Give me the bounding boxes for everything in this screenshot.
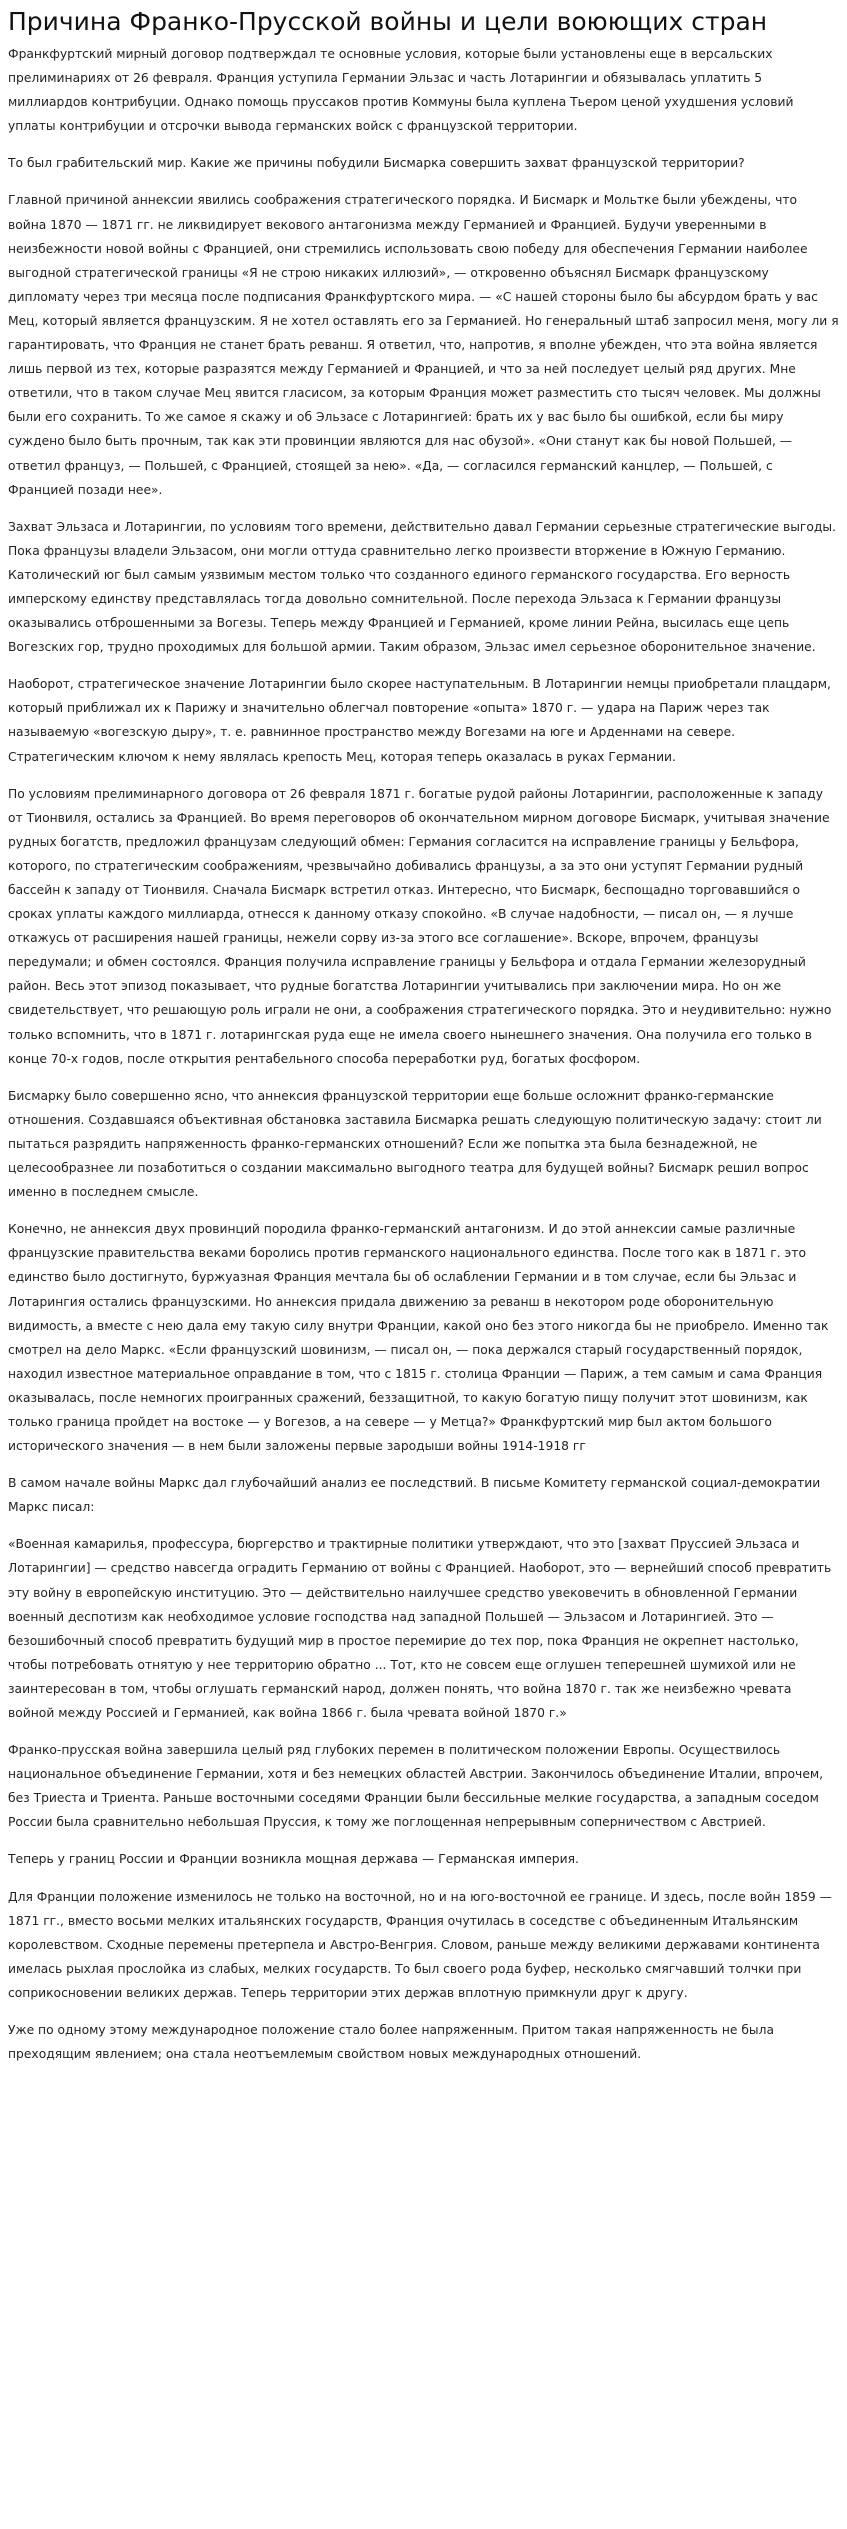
article-paragraph: Уже по одному этому международное положение стало более напряженным. Притом такая напряженность не была преходящим явлением; она стала неотъемлемым свойством новых международных отношений. [8, 2023, 775, 2062]
article-paragraph: Главной причиной аннексии явились соображения стратегического порядка. И Бисмарк и Мольтке были убеждены, что война 1870 — 1871 гг. не ликвидирует векового антагонизма между Германией и Францией. Будучи уверенными в неизбежности новой войны с Францией, они стремились использовать свою победу для обеспечения Германии наиболее выгодной стратегической границы «Я не строю никаких иллюзий», — откровенно объяснял Бисмарк французскому дипломату через три месяца после подписания Франкфуртского мира. — «С нашей стороны было бы абсурдом брать у вас Мец, который является французским. Я не хотел оставлять его за Германией. Но генеральный штаб запросил меня, могу ли я гарантировать, что Франция не станет брать реванш. Я ответил, что, напротив, я вполне убежден, что эта война является лишь первой из тех, которые разразятся между Германией и Францией, и что за ней последует целый ряд других. Мне ответили, что в таком случае Мец явится гласисом, за которым Франция может разместить сто тысяч человек. Мы должны были его сохранить. То же самое я скажу и об Эльзасе с Лотарингией: брать их у вас было бы ошибкой, если бы миру суждено было быть прочным, так как эти провинции являются для нас обузой». «Они станут как бы новой Польшей, — ответил француз, — Польшей, с Францией, стоящей за нею». «Да, — согласился германский канцлер, — Польшей, с Францией позади нее». [8, 193, 839, 497]
article-paragraph: В самом начале войны Маркс дал глубочайший анализ ее последствий. В письме Комитету германской социал-демократии Маркс писал: [8, 1476, 821, 1515]
article-paragraph: То был грабительский мир. Какие же причины побудили Бисмарка совершить захват французской территории? [8, 156, 745, 171]
article-paragraph: По условиям прелиминарного договора от 26 февраля 1871 г. богатые рудой районы Лотарингии, расположенные к западу от Тионвиля, остались за Францией. Во время переговоров об окончательном мирном договоре Бисмарк, учитывая значение рудных богатств, предложил французам следующий обмен: Германия согласится на исправление границы у Бельфора, которого, по стратегическим соображениям, чрезвычайно добивались французы, а за это они уступят Германии рудный бассейн к западу от Тионвиля. Сначала Бисмарк встретил отказ. Интересно, что Бисмарк, беспощадно торговавшийся о сроках уплаты каждого миллиарда, отнесся к данному отказу спокойно. «В случае надобности, — писал он, — я лучше откажусь от расширения нашей границы, нежели сорву из-за этого все соглашение». Вскоре, впрочем, французы передумали; и обмен состоялся. Франция получила исправление границы у Бельфора и отдала Германии железорудный район. Весь этот эпизод показывает, что рудные богатства Лотарингии учитывались при заключении мира. Но он же свидетельствует, что решающую роль играли не они, а соображения стратегического порядка. Это и неудивительно: нужно только вспомнить, что в 1871 г. лотарингская руда еще не имела своего нынешнего значения. Она получила его только в конце 70-х годов, после открытия рентабельного способа переработки руд, богатых фосфором. [8, 786, 832, 1066]
article-paragraph: Для Франции положение изменилось не только на восточной, но и на юго-восточной ее границе. И здесь, после войн 1859 — 1871 гг., вместо восьми мелких итальянских государств, Франция очутилась в соседстве с объединенным Итальянским королевством. Сходные перемены претерпела и Австро-Венгрия. Словом, раньше между великими державами континента имелась рыхлая прослойка из слабых, мелких государств. То был своего рода буфер, несколько смягчавший толчки при соприкосновении великих держав. Теперь территории этих держав вплотную примкнули друг к другу. [8, 1889, 832, 2000]
article-paragraph: Бисмарку было совершенно ясно, что аннексия французской территории еще больше осложнит франко-германские отношения. Создавшаяся объективная обстановка заставила Бисмарка решать следующую политическую задачу: стоит ли пытаться разрядить напряженность франко-германских отношений? Если же попытка эта была безнадежной, не целесообразнее ли позаботиться о создании максимально выгодного театра для будущей войны? Бисмарк решил вопрос именно в последнем смысле. [8, 1088, 822, 1200]
article-paragraph: Франко-прусская война завершила целый ряд глубоких перемен в политическом положении Европы. Осуществилось национальное объединение Германии, хотя и без немецких областей Австрии. Закончилось объединение Италии, впрочем, без Триеста и Триента. Раньше восточными соседями Франции были бессильные мелкие государства, а западным соседом России была сравнительно небольшая Пруссия, к тому же поглощенная непрерывным соперничеством с Австрией. [8, 1743, 824, 1830]
article-paragraph: Захват Эльзаса и Лотарингии, по условиям того времени, действительно давал Германии серьезные стратегические выгоды. Пока французы владели Эльзасом, они могли оттуда сравнительно легко произвести вторжение в Южную Германию. Католический юг был самым уязвимым местом только что созданного единого германского государства. Его верность имперскому единству представлялась тогда довольно сомнительной. После перехода Эльзаса к Германии французы оказывались отброшенными за Вогезы. Теперь между Францией и Германией, кроме линии Рейна, высилась еще цепь Вогезских гор, трудно проходимых для большой армии. Таким образом, Эльзас имел серьезное оборонительное значение. [8, 519, 837, 655]
article-paragraph: Франкфуртский мирный договор подтверждал те основные условия, которые были установлены еще в версальских прелиминариях от 26 февраля. Франция уступила Германии Эльзас и часть Лотарингии и обязывалась уплатить 5 миллиардов контрибуции. Однако помощь пруссаков против Коммуны была куплена Тьером ценой ухудшения условий уплаты контрибуции и отсрочки вывода германских войск с французской территории. [8, 47, 794, 134]
marx-quote-paragraph: «Военная камарилья, профессура, бюргерство и трактирные политики утверждают, что это [захват Пруссией Эльзаса и Лотарингии] — средство навсегда оградить Германию от войны с Францией. Наоборот, это — вернейший способ превратить эту войну в европейскую институцию. Это — действительно наилучшее средство увековечить в обновленной Германии военный деспотизм как необходимое условие господства над западной Польшей — Эльзасом и Лотарингией. Это — безошибочный способ превратить будущий мир в простое перемирие до тех пор, пока Франция не окрепнет настолько, чтобы потребовать отнятую у нее территорию обратно ... Тот, кто не совсем еще оглушен теперешней шумихой или не заинтересован в том, чтобы оглушать германский народ, должен понять, что война 1870 г. так же неизбежно чревата войной между Россией и Германией, как война 1866 г. была чревата войной 1870 г.» [8, 1537, 832, 1720]
article-paragraph: Наоборот, стратегическое значение Лотарингии было скорее наступательным. В Лотарингии немцы приобретали плацдарм, который приближал их к Парижу и значительно облегчал повторение «опыта» 1870 г. — удара на Париж через так называемую «вогезскую дыру», т. е. равнинное пространство между Вогезами на юге и Арденнами на севере. Стратегическим ключом к нему являлась крепость Мец, которая теперь оказалась в руках Германии. [8, 677, 831, 764]
page-title: Причина Франко-Прусской войны и цели воюющих стран [8, 7, 768, 36]
article-paragraph: Конечно, не аннексия двух провинций породила франко-германский антагонизм. И до этой аннексии самые различные французские правительства веками боролись против германского национального единства. После того как в 1871 г. это единство было достигнуто, буржуазная Франция мечтала бы об ослаблении Германии и в том случае, если бы Эльзас и Лотарингия остались французскими. Но аннексия придала движению за реванш в некотором роде оборонительную видимость, а вместе с нею дала ему такую силу внутри Франции, какой оно без этого никогда бы не приобрело. Именно так смотрел на дело Маркс. «Если французский шовинизм, — писал он, — пока держался старый государственный порядок, находил известное материальное оправдание в том, что с 1815 г. столица Франции — Париж, а тем самым и сама Франция оказывалась, после немногих проигранных сражений, беззащитной, то какую богатую пищу получит этот шовинизм, как только граница пройдет на востоке — у Вогезов, а на севере — у Метца?» Франкфуртский мир был актом большого исторического значения — в нем были заложены первые зародыши войны 1914-1918 гг [8, 1222, 829, 1454]
article-paragraph: Теперь у границ России и Франции возникла мощная держава — Германская империя. [8, 1852, 579, 1867]
